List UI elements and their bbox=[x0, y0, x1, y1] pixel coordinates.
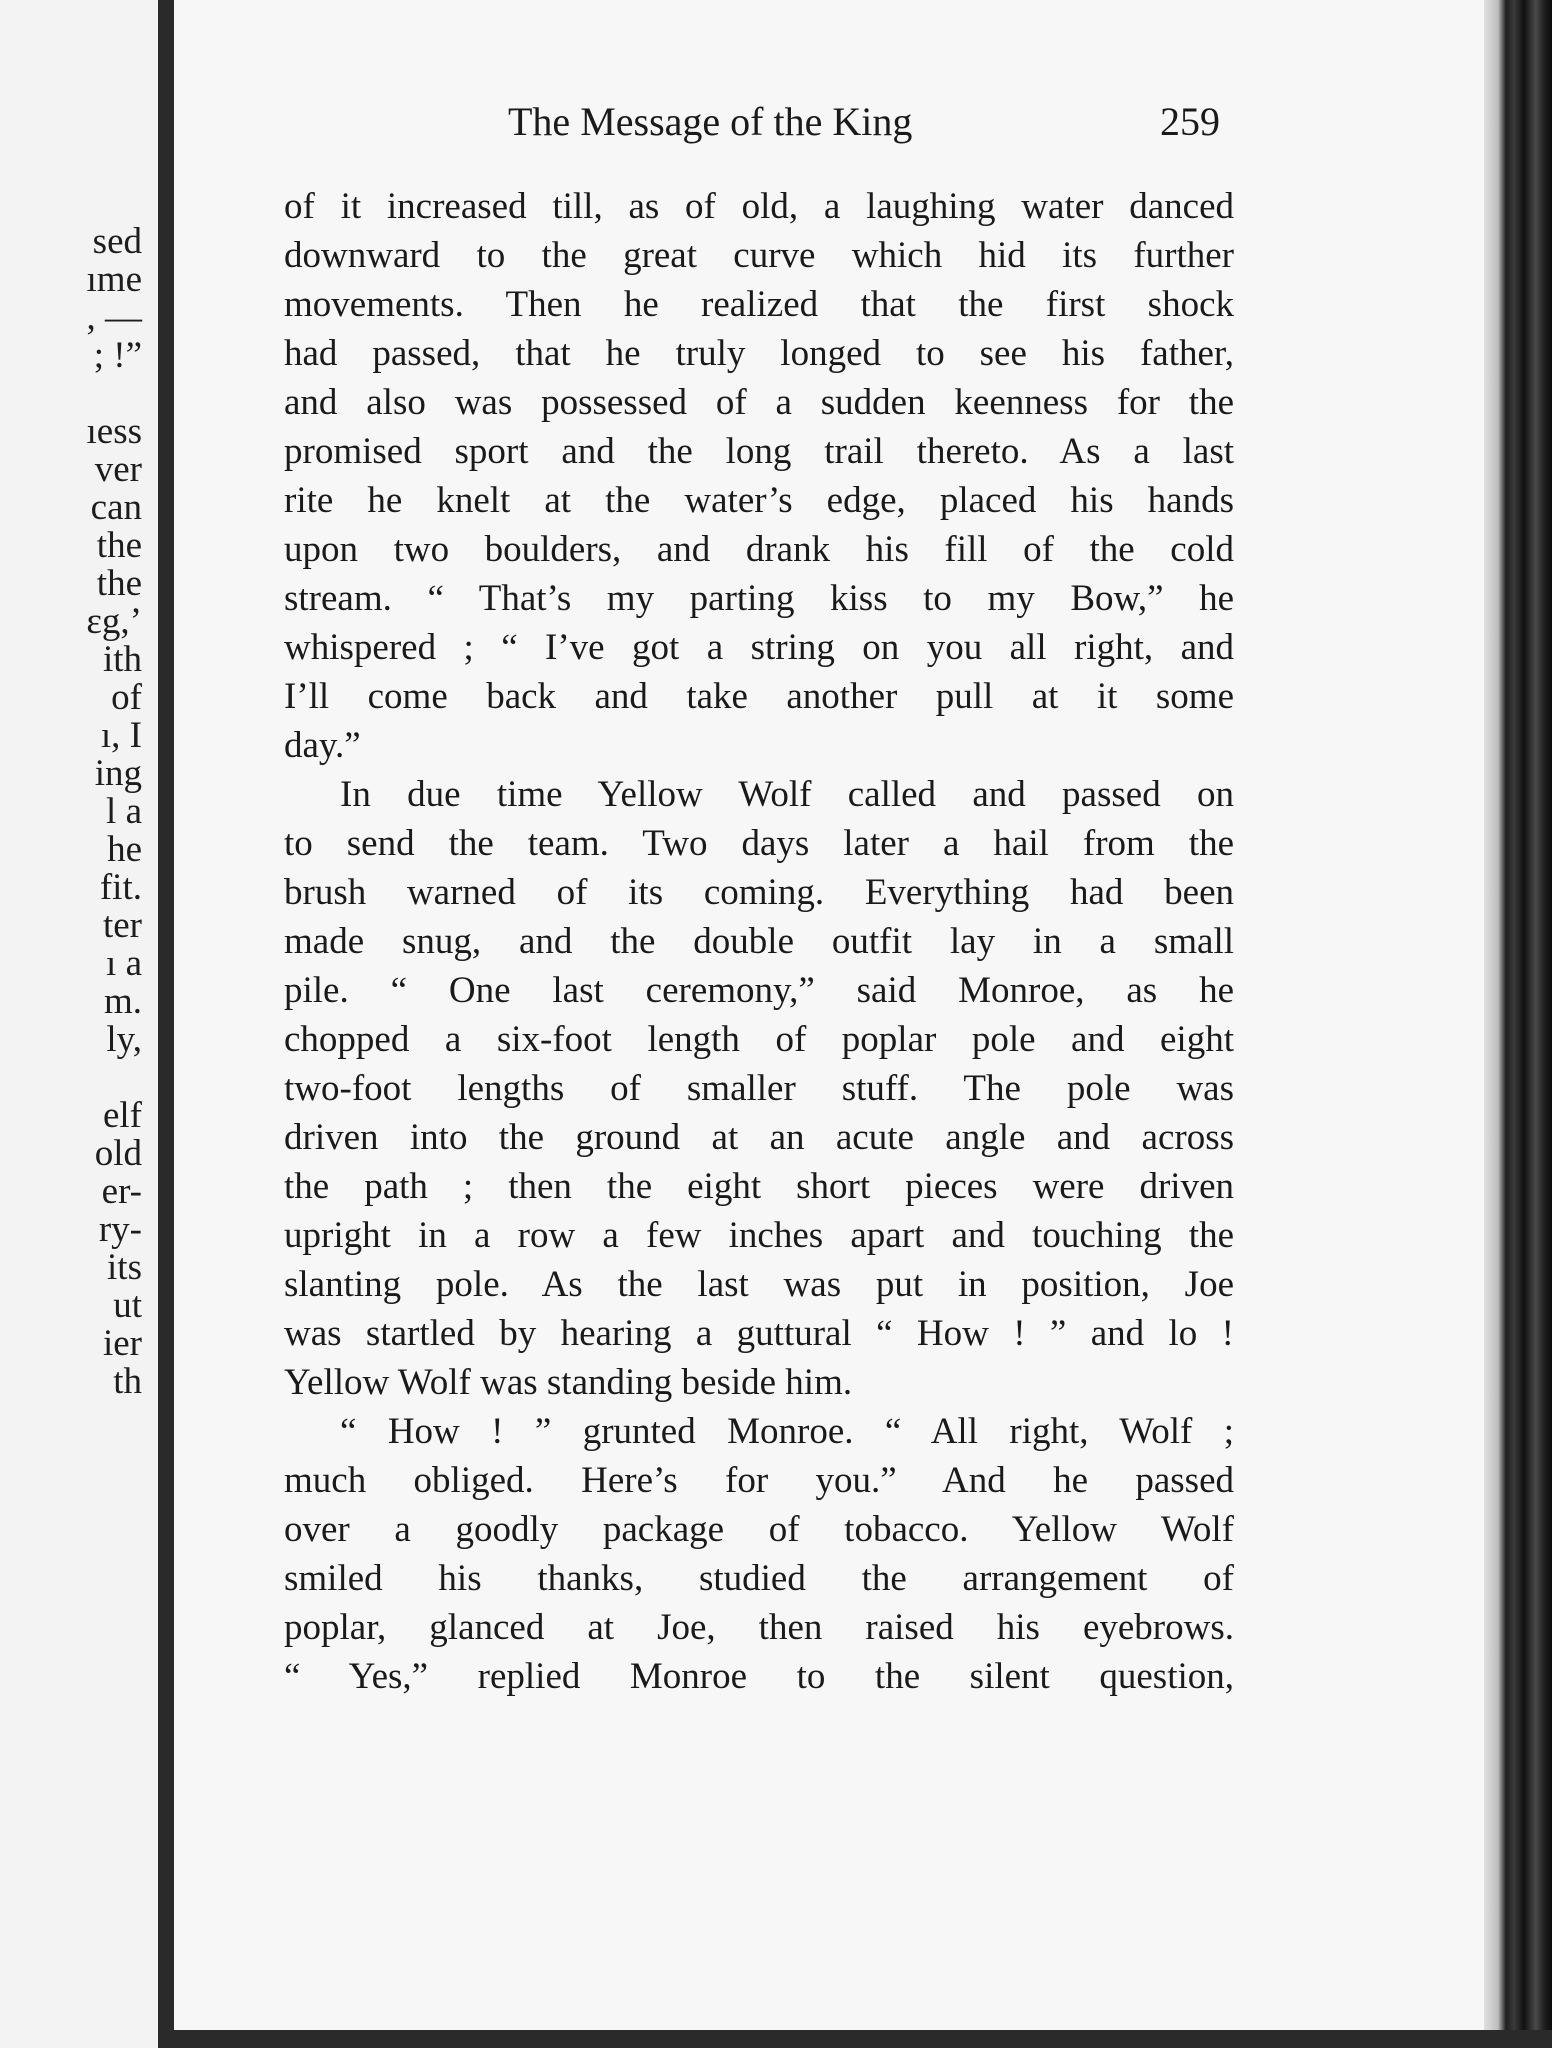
book-gutter bbox=[158, 0, 174, 2048]
facing-page-fragment: l a bbox=[106, 791, 142, 832]
text-line: I’ll come back and take another pull at it some bbox=[284, 676, 1234, 717]
text-line: Yellow Wolf was standing beside him. bbox=[284, 1362, 853, 1403]
facing-page-fragment: old bbox=[94, 1133, 142, 1174]
facing-page bbox=[0, 0, 158, 2048]
text-line: pile. “ One last ceremony,” said Monroe, as he bbox=[284, 970, 1234, 1011]
text-line: and also was possessed of a sudden keenness for the bbox=[284, 382, 1234, 423]
facing-page-fragment: m. bbox=[103, 981, 142, 1022]
text-line: had passed, that he truly longed to see his father, bbox=[284, 333, 1234, 374]
facing-page-fragment: ; !” bbox=[93, 335, 142, 376]
facing-page-fragment: ith bbox=[102, 639, 142, 680]
running-head bbox=[500, 98, 1220, 150]
facing-page-fragment: he bbox=[107, 829, 142, 870]
text-line: much obliged. Here’s for you.” And he passed bbox=[284, 1460, 1234, 1501]
text-line: to send the team. Two days later a hail from the bbox=[284, 823, 1234, 864]
facing-page-fragment: its bbox=[107, 1247, 142, 1288]
text-line: movements. Then he realized that the first shock bbox=[284, 284, 1234, 325]
text-line: smiled his thanks, studied the arrangement of bbox=[284, 1558, 1234, 1599]
text-line: whispered ; “ I’ve got a string on you all right, and bbox=[284, 627, 1234, 668]
facing-page-fragment: , — bbox=[86, 297, 142, 338]
text-line: day.” bbox=[284, 725, 361, 766]
facing-page-fragment: ut bbox=[113, 1285, 142, 1326]
facing-page-fragment: fit. bbox=[99, 867, 142, 908]
facing-page-fragment: ing bbox=[94, 753, 142, 794]
running-title: The Message of the King bbox=[508, 99, 913, 144]
facing-page-fragment: the bbox=[96, 563, 142, 604]
facing-page-fragment: er- bbox=[101, 1171, 142, 1212]
text-line: downward to the great curve which hid its further bbox=[284, 235, 1234, 276]
text-line: was startled by hearing a guttural “ How ! ” and lo ! bbox=[284, 1313, 1234, 1354]
text-line: “ Yes,” replied Monroe to the silent question, bbox=[284, 1656, 1234, 1697]
text-line: stream. “ That’s my parting kiss to my Bow,” he bbox=[284, 578, 1234, 619]
facing-page-fragment: ı, I bbox=[100, 715, 142, 756]
facing-page-fragment: sed bbox=[92, 221, 142, 262]
facing-page-fragment: the bbox=[96, 525, 142, 566]
facing-page-fragment: of bbox=[111, 677, 142, 718]
text-line: “ How ! ” grunted Monroe. “ All right, Wolf ; bbox=[340, 1411, 1234, 1452]
page-number: 259 bbox=[1160, 99, 1220, 144]
facing-page-fragment: ter bbox=[102, 905, 142, 946]
book-bottom-edge bbox=[174, 2030, 1552, 2048]
text-line: the path ; then the eight short pieces were driven bbox=[284, 1166, 1234, 1207]
text-line: made snug, and the double outfit lay in a small bbox=[284, 921, 1234, 962]
text-line: driven into the ground at an acute angle and across bbox=[284, 1117, 1234, 1158]
facing-page-fragment: ly, bbox=[106, 1019, 142, 1060]
facing-page-fragment: ıme bbox=[86, 259, 142, 300]
text-line: rite he knelt at the water’s edge, placed his hands bbox=[284, 480, 1234, 521]
facing-page-fragment: can bbox=[90, 487, 142, 528]
facing-page-fragment: ı a bbox=[106, 943, 142, 984]
text-line: two-foot lengths of smaller stuff. The pole was bbox=[284, 1068, 1234, 1109]
text-line: slanting pole. As the last was put in position, Joe bbox=[284, 1264, 1234, 1305]
text-line: chopped a six-foot length of poplar pole and eight bbox=[284, 1019, 1234, 1060]
text-line: of it increased till, as of old, a laughing water danced bbox=[284, 186, 1234, 227]
text-line: brush warned of its coming. Everything had been bbox=[284, 872, 1234, 913]
facing-page-fragment: ry- bbox=[98, 1209, 142, 1250]
book-cover-edge bbox=[1484, 0, 1552, 2048]
text-line: upon two boulders, and drank his fill of the cold bbox=[284, 529, 1234, 570]
body-text bbox=[284, 182, 1234, 1701]
text-line: upright in a row a few inches apart and touching the bbox=[284, 1215, 1234, 1256]
facing-page-fragment: ıess bbox=[86, 411, 142, 452]
text-line: promised sport and the long trail thereto. As a last bbox=[284, 431, 1234, 472]
facing-page-fragment: ier bbox=[102, 1323, 142, 1364]
facing-page-fragment: elf bbox=[102, 1095, 142, 1136]
facing-page-fragment: ɛg,’ bbox=[86, 601, 142, 642]
text-line: over a goodly package of tobacco. Yellow Wolf bbox=[284, 1509, 1234, 1550]
text-line: poplar, glanced at Joe, then raised his eyebrows. bbox=[284, 1607, 1234, 1648]
facing-page-fragment: th bbox=[113, 1361, 142, 1402]
text-line: In due time Yellow Wolf called and passed on bbox=[340, 774, 1234, 815]
facing-page-fragment: ver bbox=[94, 449, 142, 490]
